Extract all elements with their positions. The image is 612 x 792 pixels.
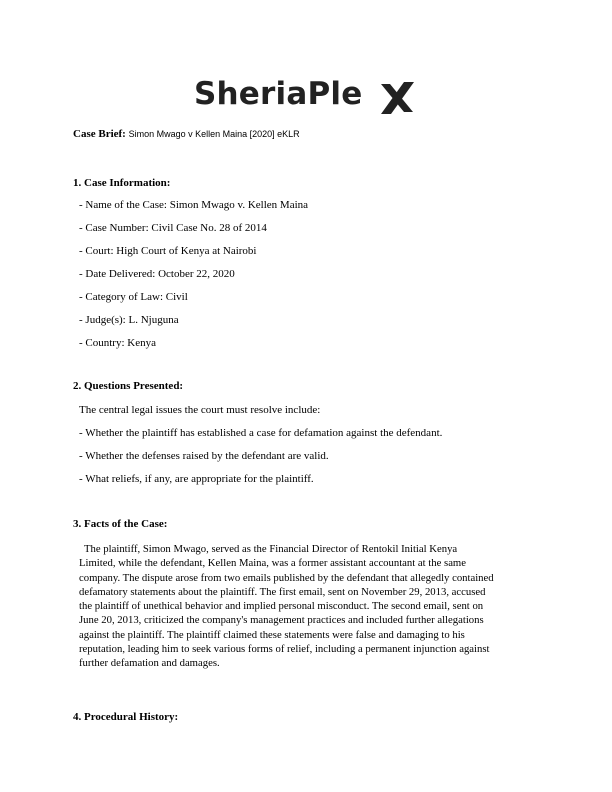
x-mark-logo-icon bbox=[378, 78, 416, 116]
case-info-item: - Name of the Case: Simon Mwago v. Kellen Maina bbox=[79, 199, 309, 211]
case-info-item: - Court: High Court of Kenya at Nairobi bbox=[79, 245, 257, 257]
question-item: - What reliefs, if any, are appropriate for the plaintiff. bbox=[79, 473, 314, 485]
facts-line: The plaintiff, Simon Mwago, served as the Financial Director of Rentokil Initial Kenya bbox=[84, 543, 458, 555]
case-brief-line bbox=[73, 128, 300, 140]
facts-line: June 20, 2013, criticized the company's management practices and included further allegations bbox=[79, 614, 484, 627]
case-brief-title: Simon Mwago v Kellen Maina [2020] eKLR bbox=[128, 129, 300, 139]
facts-line: against the plaintiff. The plaintiff claimed these statements were false and damaging to his bbox=[79, 628, 465, 641]
case-brief-label: Case Brief: bbox=[73, 128, 126, 140]
questions-intro: The central legal issues the court must resolve include: bbox=[79, 404, 321, 416]
case-info-item: - Case Number: Civil Case No. 28 of 2014 bbox=[79, 222, 267, 234]
section-heading-procedural-history: 4. Procedural History: bbox=[73, 711, 179, 723]
case-info-item: - Date Delivered: October 22, 2020 bbox=[79, 268, 235, 280]
logo-text: SheriaPle bbox=[194, 76, 363, 112]
facts-line: further defamation and damages. bbox=[79, 657, 220, 670]
facts-line: the plaintiff of unethical behavior and implied personal misconduct. The second email, sent on bbox=[79, 600, 484, 613]
case-info-item: - Country: Kenya bbox=[79, 337, 156, 349]
question-item: - Whether the defenses raised by the defendant are valid. bbox=[79, 450, 329, 462]
question-item: - Whether the plaintiff has established a case for defamation against the defendant. bbox=[79, 427, 443, 439]
facts-line: company. The dispute arose from two emails published by the defendant that allegedly contained bbox=[79, 571, 494, 584]
facts-line: Limited, while the defendant, Kellen Maina, was a former assistant accountant at the same bbox=[79, 557, 466, 570]
case-info-item: - Category of Law: Civil bbox=[79, 291, 188, 303]
section-heading-case-information: 1. Case Information: bbox=[73, 177, 171, 189]
section-heading-questions-presented: 2. Questions Presented: bbox=[73, 380, 184, 392]
facts-line: reputation, leading him to seek various forms of relief, including a permanent injunction against bbox=[79, 643, 490, 656]
case-info-item: - Judge(s): L. Njuguna bbox=[79, 314, 179, 326]
sheriaplex-logo bbox=[194, 74, 416, 118]
facts-line: defamatory statements about the plaintiff. The first email, sent on November 29, 2013, accused bbox=[79, 585, 486, 598]
section-heading-facts-of-the-case: 3. Facts of the Case: bbox=[73, 518, 168, 530]
facts-paragraph bbox=[79, 542, 543, 671]
